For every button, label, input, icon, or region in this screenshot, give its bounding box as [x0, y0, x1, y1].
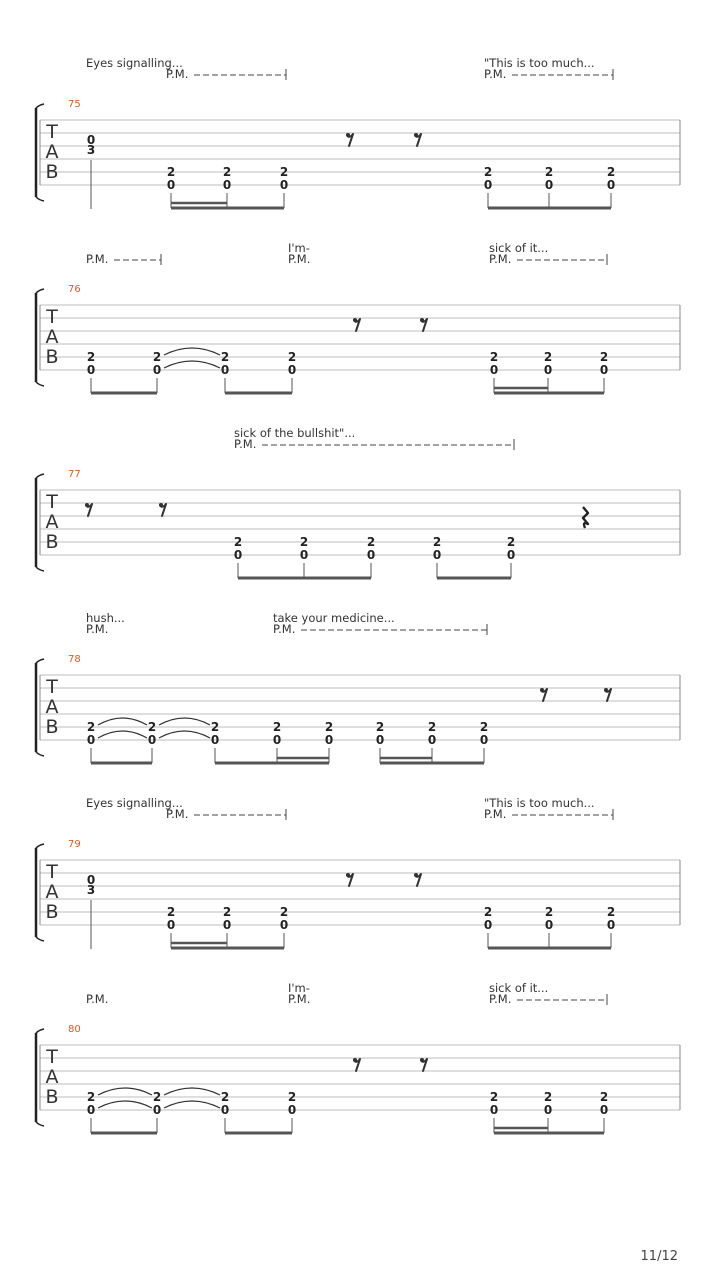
palm-mute-label: P.M. — [86, 622, 109, 636]
fret-number: 2 — [479, 720, 489, 734]
tab-letter: T — [46, 861, 58, 883]
fret-number: 0 — [272, 733, 282, 747]
staff-bracket-bottom-hook — [36, 382, 44, 386]
tab-letter: T — [46, 1046, 58, 1068]
lyric-text: sick of it... — [489, 981, 549, 995]
staff-bracket-bottom-hook — [36, 1122, 44, 1126]
fret-number: 0 — [152, 1103, 162, 1117]
palm-mute-label: P.M. — [86, 992, 109, 1006]
fret-number: 0 — [86, 873, 96, 887]
fret-number: 0 — [543, 363, 553, 377]
fret-number: 2 — [287, 350, 297, 364]
eighth-rest-dot — [420, 318, 424, 322]
tab-letter: T — [46, 121, 58, 143]
fret-number: 0 — [210, 733, 220, 747]
fret-number: 0 — [366, 548, 376, 562]
palm-mute-label: P.M. — [288, 252, 311, 266]
staff-bracket-bottom-hook — [36, 567, 44, 571]
fret-number: 2 — [222, 905, 232, 919]
fret-number: 2 — [299, 535, 309, 549]
fret-number: 0 — [279, 918, 289, 932]
fret-number: 3 — [86, 883, 96, 897]
fret-number: 0 — [86, 1103, 96, 1117]
tab-letter: T — [46, 306, 58, 328]
eighth-rest-dot — [159, 503, 163, 507]
palm-mute-label: P.M. — [166, 67, 189, 81]
tie-arc — [164, 361, 220, 368]
lyric-text: Eyes signalling... — [86, 56, 183, 70]
tab-letter: B — [45, 161, 59, 183]
tab-letter: B — [45, 901, 59, 923]
tie-arc — [98, 718, 147, 725]
fret-number: 2 — [220, 350, 230, 364]
lyric-text: "This is too much... — [484, 796, 595, 810]
fret-number: 0 — [599, 1103, 609, 1117]
fret-number: 0 — [299, 548, 309, 562]
tab-letter: T — [46, 491, 58, 513]
fret-number: 0 — [506, 548, 516, 562]
fret-number: 0 — [599, 363, 609, 377]
fret-number: 2 — [432, 535, 442, 549]
staff-bracket-bottom-hook — [36, 937, 44, 941]
fret-number: 0 — [222, 918, 232, 932]
fret-number: 0 — [287, 363, 297, 377]
staff-bracket-top-hook — [36, 474, 44, 478]
palm-mute-label: P.M. — [484, 67, 507, 81]
tab-letter: A — [45, 696, 59, 718]
lyric-text: I'm- — [288, 241, 310, 255]
fret-number: 2 — [483, 165, 493, 179]
fret-number: 2 — [152, 1090, 162, 1104]
fret-number: 2 — [489, 350, 499, 364]
fret-number: 0 — [544, 178, 554, 192]
fret-number: 2 — [220, 1090, 230, 1104]
fret-number: 0 — [489, 1103, 499, 1117]
fret-number: 0 — [222, 178, 232, 192]
measure-number: 78 — [68, 654, 81, 665]
quarter-rest-symbol — [583, 507, 588, 528]
fret-number: 2 — [543, 1090, 553, 1104]
fret-number: 2 — [86, 720, 96, 734]
fret-number: 2 — [166, 165, 176, 179]
eighth-rest-dot — [353, 1058, 357, 1062]
fret-number: 2 — [544, 165, 554, 179]
fret-number: 0 — [220, 363, 230, 377]
fret-number: 2 — [366, 535, 376, 549]
fret-number: 0 — [86, 133, 96, 147]
fret-number: 2 — [147, 720, 157, 734]
fret-number: 2 — [222, 165, 232, 179]
fret-number: 0 — [483, 178, 493, 192]
palm-mute-label: P.M. — [166, 807, 189, 821]
fret-number: 2 — [599, 1090, 609, 1104]
measure-number: 79 — [68, 839, 81, 850]
palm-mute-label: P.M. — [489, 252, 512, 266]
tie-arc — [98, 731, 147, 738]
lyric-text: sick of the bullshit"... — [234, 426, 356, 440]
tie-arc — [164, 1088, 220, 1095]
fret-number: 2 — [489, 1090, 499, 1104]
eighth-rest-dot — [604, 688, 608, 692]
fret-number: 2 — [210, 720, 220, 734]
tab-letter: T — [46, 676, 58, 698]
lyric-text: take your medicine... — [273, 611, 395, 625]
fret-number: 2 — [166, 905, 176, 919]
tie-arc — [159, 718, 210, 725]
lyric-text: sick of it... — [489, 241, 549, 255]
measure-number: 80 — [68, 1024, 81, 1035]
fret-number: 0 — [606, 918, 616, 932]
palm-mute-label: P.M. — [273, 622, 296, 636]
measure-number: 75 — [68, 99, 81, 110]
staff-bracket-bottom-hook — [36, 752, 44, 756]
fret-number: 2 — [506, 535, 516, 549]
fret-number: 2 — [427, 720, 437, 734]
fret-number: 0 — [279, 178, 289, 192]
tab-letter: B — [45, 531, 59, 553]
fret-number: 0 — [606, 178, 616, 192]
measure-number: 77 — [68, 469, 81, 480]
lyric-text: I'm- — [288, 981, 310, 995]
tab-letter: B — [45, 716, 59, 738]
fret-number: 2 — [599, 350, 609, 364]
fret-number: 0 — [166, 918, 176, 932]
fret-number: 2 — [606, 165, 616, 179]
fret-number: 2 — [324, 720, 334, 734]
fret-number: 0 — [152, 363, 162, 377]
palm-mute-label: P.M. — [86, 252, 109, 266]
eighth-rest-dot — [414, 133, 418, 137]
fret-number: 0 — [166, 178, 176, 192]
eighth-rest-dot — [353, 318, 357, 322]
eighth-rest-dot — [540, 688, 544, 692]
staff-bracket-top-hook — [36, 289, 44, 293]
tab-letter: A — [45, 1066, 59, 1088]
eighth-rest-dot — [420, 1058, 424, 1062]
tab-letter: A — [45, 511, 59, 533]
tab-letter: A — [45, 326, 59, 348]
palm-mute-label: P.M. — [489, 992, 512, 1006]
measure-number: 76 — [68, 284, 81, 295]
fret-number: 2 — [375, 720, 385, 734]
tie-arc — [164, 1101, 220, 1108]
fret-number: 0 — [324, 733, 334, 747]
fret-number: 2 — [86, 350, 96, 364]
fret-number: 0 — [489, 363, 499, 377]
fret-number: 0 — [375, 733, 385, 747]
fret-number: 2 — [544, 905, 554, 919]
fret-number: 0 — [544, 918, 554, 932]
fret-number: 0 — [287, 1103, 297, 1117]
palm-mute-label: P.M. — [484, 807, 507, 821]
palm-mute-label: P.M. — [234, 437, 257, 451]
staff-bracket-top-hook — [36, 1029, 44, 1033]
tab-letter: A — [45, 881, 59, 903]
staff-bracket-top-hook — [36, 659, 44, 663]
fret-number: 0 — [147, 733, 157, 747]
staff-bracket-bottom-hook — [36, 197, 44, 201]
page-number: 11/12 — [640, 1249, 678, 1264]
tie-arc — [164, 348, 220, 355]
tie-arc — [98, 1088, 152, 1095]
palm-mute-label: P.M. — [288, 992, 311, 1006]
eighth-rest-dot — [414, 873, 418, 877]
fret-number: 2 — [86, 1090, 96, 1104]
tie-arc — [98, 1101, 152, 1108]
tab-letter: A — [45, 141, 59, 163]
eighth-rest-dot — [346, 133, 350, 137]
fret-number: 2 — [483, 905, 493, 919]
fret-number: 3 — [86, 143, 96, 157]
tab-letter: B — [45, 1086, 59, 1108]
tab-letter: B — [45, 346, 59, 368]
fret-number: 2 — [543, 350, 553, 364]
fret-number: 0 — [543, 1103, 553, 1117]
fret-number: 0 — [86, 363, 96, 377]
staff-bracket-top-hook — [36, 104, 44, 108]
lyric-text: hush... — [86, 611, 125, 625]
eighth-rest-dot — [85, 503, 89, 507]
fret-number: 0 — [86, 733, 96, 747]
fret-number: 2 — [279, 905, 289, 919]
fret-number: 2 — [152, 350, 162, 364]
fret-number: 0 — [427, 733, 437, 747]
fret-number: 2 — [287, 1090, 297, 1104]
fret-number: 2 — [272, 720, 282, 734]
fret-number: 0 — [233, 548, 243, 562]
fret-number: 2 — [606, 905, 616, 919]
fret-number: 0 — [432, 548, 442, 562]
staff-bracket-top-hook — [36, 844, 44, 848]
fret-number: 0 — [483, 918, 493, 932]
fret-number: 2 — [279, 165, 289, 179]
fret-number: 0 — [479, 733, 489, 747]
lyric-text: "This is too much... — [484, 56, 595, 70]
fret-number: 2 — [233, 535, 243, 549]
lyric-text: Eyes signalling... — [86, 796, 183, 810]
tie-arc — [159, 731, 210, 738]
eighth-rest-dot — [346, 873, 350, 877]
fret-number: 0 — [220, 1103, 230, 1117]
